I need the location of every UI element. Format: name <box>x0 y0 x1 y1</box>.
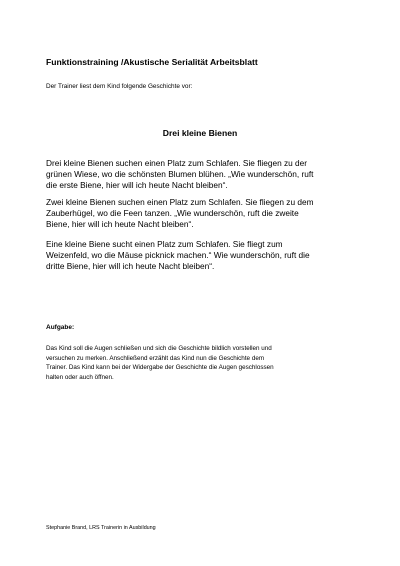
story-line: grünen Wiese, wo die schönsten Blumen blühen. „Wie wunderschön, ruft <box>46 169 314 180</box>
story-line: Biene, hier will ich heute Nacht bleiben“. <box>46 219 194 230</box>
task-line: versuchen zu merken. Anschließend erzählt das Kind nun die Geschichte dem <box>46 354 265 362</box>
task-line: halten oder auch öffnen. <box>46 373 114 381</box>
story-paragraph-2 <box>46 197 362 230</box>
story-paragraph-3 <box>46 239 362 272</box>
story-line: Zauberhügel, wo die Feen tanzen. „Wie wunderschön, ruft die zweite <box>46 208 299 219</box>
task-line: Trainer. Das Kind kann bei der Widergabe der Geschichte die Augen geschlossen <box>46 364 274 372</box>
story-title: Drei kleine Bienen <box>162 128 238 138</box>
story-paragraph-1 <box>46 158 362 191</box>
task-line: Das Kind soll die Augen schließen und sich die Geschichte bildlich vorstellen und <box>46 345 272 352</box>
story-line: Drei kleine Bienen suchen einen Platz zum Schlafen. Sie fliegen zu der <box>46 158 308 168</box>
story-line: Zwei kleine Bienen suchen einen Platz zum Schlafen. Sie fliegen zu dem <box>46 197 314 207</box>
task-description <box>46 344 366 382</box>
intro-text: Der Trainer liest dem Kind folgende Geschichte vor: <box>46 83 193 90</box>
story-line: die erste Biene, hier will ich heute Nacht bleiben“. <box>46 180 228 191</box>
story-line: Weizenfeld, wo die Mäuse picknick machen.“ Wie wunderschön, ruft die <box>46 250 310 261</box>
document-title: Funktionstraining /Akustische Serialität Arbeitsblatt <box>46 57 258 67</box>
footer-text: Stephanie Brand, LRS Trainerin in Ausbildung <box>46 525 156 531</box>
story-line: Eine kleine Biene sucht einen Platz zum Schlafen. Sie fliegt zum <box>46 239 283 249</box>
task-heading: Aufgabe: <box>46 324 75 331</box>
story-line: dritte Biene, hier will ich heute Nacht bleiben“. <box>46 261 215 272</box>
